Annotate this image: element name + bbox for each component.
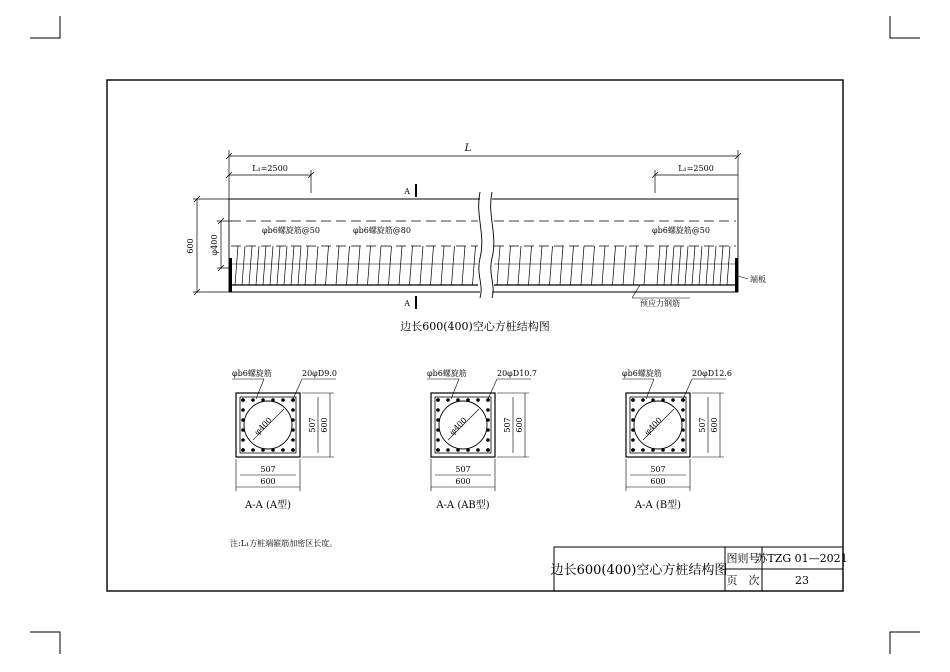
stirrup-line xyxy=(529,246,532,285)
rebar-dot xyxy=(486,448,490,452)
stirrup-line xyxy=(235,246,238,285)
section-mark-top: A xyxy=(404,187,410,196)
stirrup-line xyxy=(347,246,350,285)
rebar-dot xyxy=(631,408,635,412)
rebar-dot xyxy=(671,448,675,452)
right-encrypt-label: L₁=2500 xyxy=(678,164,714,173)
stirrup-line xyxy=(671,246,674,285)
rebar-dot xyxy=(291,448,295,452)
stirrup-line xyxy=(678,246,681,285)
stirrup-line xyxy=(431,246,434,285)
rebar-dot xyxy=(436,418,440,422)
stirrup-line xyxy=(441,246,444,285)
stirrup-line xyxy=(560,246,563,285)
stirrup-line xyxy=(720,246,723,285)
rebar-dot xyxy=(436,428,440,432)
title-block-drawing-title: 边长600(400)空心方桩结构图 xyxy=(550,563,728,578)
rebar-dot xyxy=(291,408,295,412)
rebar-dot xyxy=(631,438,635,442)
rebar-dot xyxy=(261,448,265,452)
rebar-dot xyxy=(486,408,490,412)
section-caption: A-A (AB型) xyxy=(436,500,490,511)
page-value: 23 xyxy=(795,574,809,587)
section-width-inner: 507 xyxy=(260,465,276,474)
pile-elevation xyxy=(186,143,766,333)
section-height-inner: 507 xyxy=(308,417,317,433)
rebar-dot xyxy=(631,398,635,402)
section-width-outer: 600 xyxy=(455,477,471,486)
stirrup-line xyxy=(326,246,329,285)
section-inner-dia: φ400 xyxy=(447,415,469,437)
stirrup-line xyxy=(315,246,318,285)
rebar-dot xyxy=(661,398,665,402)
stirrup-line xyxy=(277,246,280,285)
rebar-dot xyxy=(436,448,440,452)
section-width-outer: 600 xyxy=(650,477,666,486)
rebar-dot xyxy=(641,448,645,452)
stirrup-line xyxy=(613,246,616,285)
rebar-dot xyxy=(681,418,685,422)
height-label: 600 xyxy=(186,238,195,254)
rebar-dot xyxy=(671,398,675,402)
stirrup-line xyxy=(664,246,667,285)
length-label: L xyxy=(464,143,472,154)
stirrup-line xyxy=(623,246,626,285)
section-spiral-label: φb6螺旋筋 xyxy=(427,369,467,378)
rebar-dot xyxy=(476,448,480,452)
stirrup-line xyxy=(452,246,455,285)
rebar-dot xyxy=(466,448,470,452)
rebar-dot xyxy=(631,428,635,432)
stirrup-line xyxy=(685,246,688,285)
rebar-dot xyxy=(446,448,450,452)
rebar-dot xyxy=(651,398,655,402)
rebar-dot xyxy=(241,408,245,412)
rebar-dot xyxy=(631,418,635,422)
section-mark-bottom: A xyxy=(404,299,410,308)
rebar-dot xyxy=(241,448,245,452)
section-height-inner: 507 xyxy=(503,417,512,433)
section-width-inner: 507 xyxy=(455,465,471,474)
stirrup-line xyxy=(644,246,647,285)
section-2 xyxy=(427,368,537,511)
stirrup-line xyxy=(518,246,521,285)
cross-sections xyxy=(232,368,732,511)
rebar-dot xyxy=(291,418,295,422)
spiral-stirrups xyxy=(235,246,730,285)
rebar-dot xyxy=(436,438,440,442)
stirrup-line xyxy=(462,246,465,285)
stirrup-line xyxy=(713,246,716,285)
section-caption: A-A (B型) xyxy=(634,500,682,511)
rebar-dot xyxy=(681,408,685,412)
rebar-dot xyxy=(486,438,490,442)
stirrup-line xyxy=(399,246,402,285)
stirrup-line xyxy=(692,246,695,285)
rebar-dot xyxy=(681,428,685,432)
stirrup-line xyxy=(410,246,413,285)
rebar-dot xyxy=(281,448,285,452)
stirrup-line xyxy=(699,246,702,285)
section-height-outer: 600 xyxy=(320,417,329,433)
footnote: 注:L₁方桩端箍筋加密区长度。 xyxy=(230,539,338,548)
section-height-outer: 600 xyxy=(515,417,524,433)
stirrup-line xyxy=(389,246,392,285)
rebar-dot xyxy=(241,398,245,402)
atlas-label: 图则号 xyxy=(726,552,760,565)
stirrup-line xyxy=(242,246,245,285)
rebar-dot xyxy=(476,398,480,402)
spiral-left-label: φb6螺旋筋@50 xyxy=(262,226,320,235)
rebar-dot xyxy=(651,448,655,452)
spiral-right-label: φb6螺旋筋@50 xyxy=(652,226,710,235)
rebar-dot xyxy=(486,418,490,422)
rebar-dot xyxy=(641,398,645,402)
section-height-inner: 507 xyxy=(698,417,707,433)
stirrup-line xyxy=(256,246,259,285)
rebar-dot xyxy=(436,398,440,402)
rebar-dot xyxy=(446,398,450,402)
rebar-dot xyxy=(271,398,275,402)
stirrup-line xyxy=(581,246,584,285)
page-label: 页 次 xyxy=(726,574,760,587)
stirrup-line xyxy=(291,246,294,285)
stirrup-line xyxy=(270,246,273,285)
section-1 xyxy=(232,368,337,511)
stirrup-line xyxy=(602,246,605,285)
rebar-dot xyxy=(291,438,295,442)
title-block xyxy=(551,547,848,591)
prestress-steel-label: 预应力钢筋 xyxy=(640,299,680,308)
stirrup-line xyxy=(420,246,423,285)
rebar-dot xyxy=(631,448,635,452)
stirrup-line xyxy=(263,246,266,285)
stirrup-line xyxy=(550,246,553,285)
rebar-dot xyxy=(681,448,685,452)
rebar-dot xyxy=(486,428,490,432)
drawing-frame xyxy=(107,80,843,591)
rebar-dot xyxy=(661,448,665,452)
stirrup-line xyxy=(497,246,500,285)
section-rebar-label: 20φD9.0 xyxy=(302,369,337,378)
left-encrypt-label: L₁=2500 xyxy=(252,164,288,173)
rebar-dot xyxy=(241,428,245,432)
section-width-inner: 507 xyxy=(650,465,666,474)
rebar-dot xyxy=(291,428,295,432)
main-caption: 边长600(400)空心方桩结构图 xyxy=(400,320,550,333)
stirrup-line xyxy=(727,246,730,285)
stirrup-line xyxy=(657,246,660,285)
end-plate-label: 端板 xyxy=(750,275,766,284)
rebar-dot xyxy=(241,418,245,422)
section-3 xyxy=(622,368,732,511)
stirrup-line xyxy=(571,246,574,285)
atlas-value: 苏TZG 01—2021 xyxy=(756,552,848,565)
rebar-dot xyxy=(281,398,285,402)
rebar-dot xyxy=(271,448,275,452)
stirrup-line xyxy=(357,246,360,285)
rebar-dot xyxy=(241,438,245,442)
section-height-outer: 600 xyxy=(710,417,719,433)
section-spiral-label: φb6螺旋筋 xyxy=(232,369,272,378)
rebar-dot xyxy=(466,398,470,402)
rebar-dot xyxy=(251,448,255,452)
stirrup-line xyxy=(368,246,371,285)
rebar-dot xyxy=(456,398,460,402)
stirrup-line xyxy=(473,246,476,285)
stirrup-line xyxy=(539,246,542,285)
rebar-dot xyxy=(681,438,685,442)
rebar-dot xyxy=(251,398,255,402)
section-spiral-label: φb6螺旋筋 xyxy=(622,369,662,378)
rebar-dot xyxy=(261,398,265,402)
stirrup-line xyxy=(336,246,339,285)
section-rebar-label: 20φD12.6 xyxy=(692,369,733,378)
stirrup-line xyxy=(249,246,252,285)
rebar-dot xyxy=(436,408,440,412)
stirrup-line xyxy=(634,246,637,285)
section-inner-dia: φ400 xyxy=(252,415,274,437)
inner-dia-label: φ400 xyxy=(210,234,219,256)
section-caption: A-A (A型) xyxy=(244,500,292,511)
stirrup-line xyxy=(706,246,709,285)
stirrup-line xyxy=(305,246,308,285)
stirrup-line xyxy=(592,246,595,285)
spiral-mid-label: φb6螺旋筋@80 xyxy=(353,226,411,235)
stirrup-line xyxy=(378,246,381,285)
section-width-outer: 600 xyxy=(260,477,276,486)
section-rebar-label: 20φD10.7 xyxy=(497,369,538,378)
section-inner-dia: φ400 xyxy=(642,415,664,437)
stirrup-line xyxy=(508,246,511,285)
stirrup-line xyxy=(298,246,301,285)
stirrup-line xyxy=(284,246,287,285)
rebar-dot xyxy=(456,448,460,452)
